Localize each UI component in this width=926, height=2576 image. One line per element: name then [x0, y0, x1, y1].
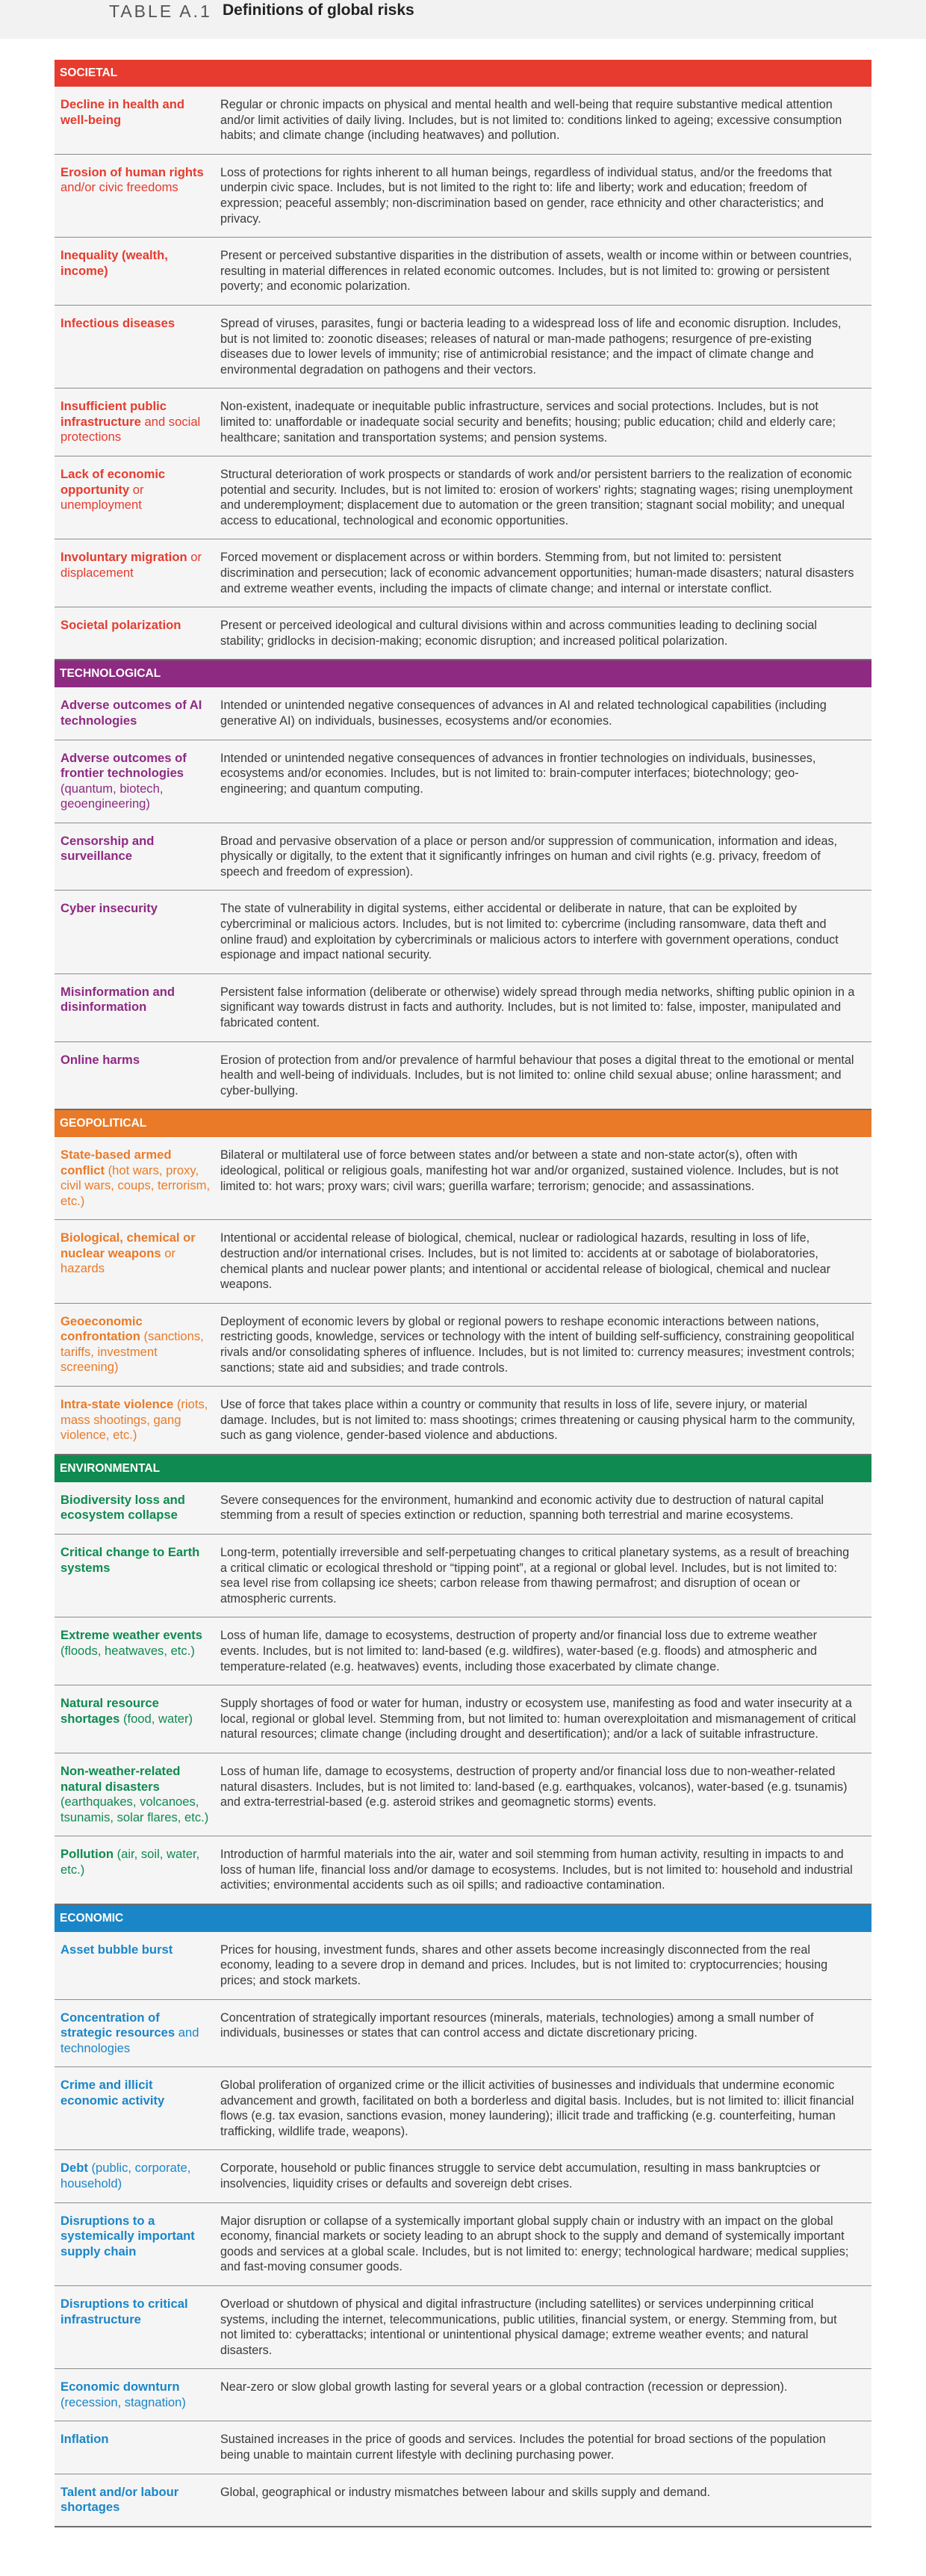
risk-definition: Broad and pervasive observation of a place or person and/or suppression of communication, information and ideas, physically or digitally, to the extent that it significantly infringes on human and civil rights (e.g. privacy, freedom of speech and freedom of expression). — [220, 834, 838, 879]
risk-name-main: Societal polarization — [60, 618, 181, 633]
section-header-geopolitical: GEOPOLITICAL — [55, 1110, 871, 1137]
risk-definition: Supply shortages of food or water for human, industry or ecosystem use, manifesting as food and water insecurity at a local, regional or global level. Stemming from, but not limited to: human overexploitation and mismanagement of critical natural resources; climate change (including drought and desertification); and/or a lack of suitable infrastructure. — [220, 1697, 857, 1741]
risk-name — [55, 901, 213, 962]
risk-row — [55, 1137, 871, 1220]
risk-row — [55, 2286, 871, 2369]
risk-name-main: Talent and/or labour shortages — [60, 2484, 179, 2515]
risk-name-qualifier: (air, soil, water, etc.) — [60, 1847, 200, 1877]
risk-name — [55, 1942, 213, 1989]
risk-name — [55, 2485, 213, 2515]
risk-name — [55, 1148, 213, 1209]
risk-row — [55, 687, 871, 740]
section-header-societal: SOCIETAL — [55, 60, 871, 87]
risk-row — [55, 823, 871, 891]
risk-definition: Global, geographical or industry mismatches between labour and skills supply and demand. — [220, 2485, 710, 2499]
risk-name-main: Misinformation and disinformation — [60, 984, 175, 1015]
risk-name-main: Critical change to Earth systems — [60, 1545, 200, 1575]
risk-name-main: Natural resource shortages — [60, 1696, 159, 1726]
risk-name-qualifier: or unemployment — [60, 482, 144, 513]
risk-name — [55, 2214, 213, 2275]
risk-definition: Regular or chronic impacts on physical and mental health and well-being that require substantive medical attention and/or limit activities of daily living. Includes, but is not limited to: conditions linked to ageing; excessive consumption habits; and climate change (including heatwaves) and pollution. — [220, 98, 842, 143]
table-label: TABLE A.1 — [109, 1, 212, 21]
risk-definition: Concentration of strategically important resources (minerals, materials, technologies) among a small number of individuals, businesses or states that can control access and dictate discretionary pricing. — [220, 2010, 814, 2040]
risk-row — [55, 2421, 871, 2474]
risk-row — [55, 1932, 871, 2000]
risk-definition: Spread of viruses, parasites, fungi or bacteria leading to a widespread loss of life and economic disruption. Includes, but is not limited to: zoonotic diseases; releases of natural or man-made pathogens; resurgence of pre-existing diseases due to lower levels of immunity; rise of antimicrobial resistance; and the impact of climate change and environmental degradation on pathogens and their vectors. — [220, 316, 842, 377]
risk-name — [55, 2010, 213, 2057]
risk-row — [55, 2150, 871, 2202]
risk-name — [55, 1696, 213, 1742]
risk-name-main: Biodiversity loss and ecosystem collapse — [60, 1492, 185, 1523]
risk-name — [55, 618, 213, 648]
risk-row — [55, 306, 871, 388]
risk-name-main: Online harms — [60, 1052, 140, 1067]
risk-row — [55, 1387, 871, 1455]
risk-name — [55, 1628, 213, 1674]
risk-row — [55, 87, 871, 155]
risk-name-main: Biological, chemical or nuclear weapons — [60, 1230, 196, 1260]
risk-name — [55, 97, 213, 143]
section-economic — [55, 1905, 871, 2527]
risk-name-main: Pollution — [60, 1847, 114, 1861]
risk-row — [55, 2474, 871, 2527]
risk-definition: Intended or unintended negative consequences of advances in AI and related technological capabilities (including generative AI) on individuals, businesses, ecosystems and/or economies. — [220, 699, 827, 728]
risk-name-main: Disruptions to critical infrastructure — [60, 2297, 188, 2326]
risk-name — [55, 1847, 213, 1893]
risk-definition: The state of vulnerability in digital systems, either accidental or deliberate in nature, that can be exploited by cybercriminal or malicious actors. Includes, but is not limited to: cybercrime (including ransomware, data theft and online fraud) and exploitation by cybercriminals or malicious actors to interfere with government operations, conduct espionage and impact national security. — [220, 902, 839, 962]
risk-name-qualifier: and/or civic freedoms — [60, 180, 178, 195]
risk-name — [55, 316, 213, 377]
risk-name — [55, 248, 213, 294]
risk-name-qualifier: and technologies — [60, 2025, 199, 2055]
risk-row — [55, 974, 871, 1042]
risk-name-main: Infectious diseases — [60, 315, 175, 330]
risk-definition: Present or perceived substantive disparities in the distribution of assets, wealth or income within or between countries, resulting in material differences in related economic outcomes. Includes, but is not limited to: growing or persistent poverty; and economic polarization. — [220, 249, 852, 294]
risk-name-qualifier: (food, water) — [122, 1711, 193, 1726]
risk-definition: Use of force that takes place within a country or community that results in loss of life, severe injury, or material damage. Includes, but is not limited to: mass shootings; crimes threatening or causing physical harm to the community, such as gang violence, gender-based violence and abductions. — [220, 1398, 855, 1443]
risk-row — [55, 2000, 871, 2068]
risk-row — [55, 1836, 871, 1905]
risk-name-main: Lack of economic opportunity — [60, 467, 166, 497]
risk-row — [55, 155, 871, 238]
risk-row — [55, 1304, 871, 1387]
risk-name — [55, 2078, 213, 2139]
risk-name-main: State-based armed conflict — [60, 1148, 172, 1177]
risk-name — [55, 1314, 213, 1375]
risk-name — [55, 751, 213, 812]
risk-name — [55, 467, 213, 528]
risk-name-qualifier: or displacement — [60, 550, 202, 580]
risk-name — [55, 1545, 213, 1606]
risk-name-main: Non-weather-related natural disasters — [60, 1764, 181, 1794]
risk-definition: Corporate, household or public finances struggle to service debt accumulation, resulting in mass bankruptcies or insolvencies, liquidity crises or defaults and sovereign debt crises. — [220, 2161, 821, 2191]
risk-definition: Sustained increases in the price of goods and services. Includes the potential for broad sections of the population being unable to maintain current lifestyle with declining purchasing power. — [220, 2433, 826, 2462]
risk-name-main: Extreme weather events — [60, 1628, 203, 1643]
risk-definition: Intended or unintended negative consequences of advances in frontier technologies on individuals, businesses, ecosystems and/or economies. Includes, but is not limited to: brain-computer interfaces; biotechnology; geo-engineering; and quantum computing. — [220, 751, 816, 796]
risk-row — [55, 539, 871, 607]
risk-name-qualifier: (sanctions, tariffs, investment screening) — [60, 1329, 204, 1375]
risk-name — [55, 1230, 213, 1292]
risk-definition: Non-existent, inadequate or inequitable public infrastructure, services and social protections. Includes, but is not limited to: unaffordable or inadequate social security and benefits; housing; public education; child and elderly care; healthcare; sanitation and transportation systems; and pension systems. — [220, 400, 836, 445]
risk-name-qualifier: (riots, mass shootings, gang violence, etc.) — [60, 1397, 208, 1443]
risk-name — [55, 2161, 213, 2191]
risk-name-main: Decline in health and well-being — [60, 97, 184, 127]
risk-definition: Erosion of protection from and/or prevalence of harmful behaviour that poses a digital threat to the emotional or mental health and well-being of individuals. Includes, but is not limited to: online child sexual abuse; online harassment; and cyber-bullying. — [220, 1053, 854, 1097]
risk-name — [55, 550, 213, 596]
risk-name-main: Economic downturn — [60, 2380, 180, 2394]
risk-name-main: Adverse outcomes of frontier technologies — [60, 750, 187, 781]
risk-name — [55, 399, 213, 445]
risk-definition: Overload or shutdown of physical and digital infrastructure (including satellites) or services underpinning critical systems, including the internet, telecommunications, public utilities, financial system, or energy. Stemming from, but not limited to: cyberattacks; intentional or unintentional physical damage; extreme weather events; and natural disasters. — [220, 2297, 837, 2357]
risk-name-main: Intra-state violence — [60, 1397, 174, 1412]
risk-name-main: Adverse outcomes of AI technologies — [60, 698, 202, 728]
risk-name-qualifier: (hot wars, proxy, civil wars, coups, terrorism, etc.) — [60, 1162, 211, 1208]
risk-row — [55, 1482, 871, 1535]
risk-row — [55, 456, 871, 539]
section-technological — [55, 660, 871, 1110]
risk-row — [55, 1617, 871, 1685]
risk-name — [55, 985, 213, 1031]
risk-row — [55, 1042, 871, 1111]
risk-name-qualifier: (earthquakes, volcanoes, tsunamis, solar flares, etc.) — [60, 1795, 209, 1824]
risk-name — [55, 2297, 213, 2358]
risk-definition: Structural deterioration of work prospects or standards of work and/or persistent barriers to the realization of economic potential and security. Includes, but is not limited to: erosion of workers' rights; stagnating wages; rising unemployment and underemployment; displacement due to automation or the green transition; stagnant social mobility; and unequal access to educational, technological and economic opportunities. — [220, 468, 853, 527]
risk-name-qualifier: (floods, heatwaves, etc.) — [60, 1643, 195, 1658]
risk-name-qualifier: (public, corporate, household) — [60, 2161, 191, 2190]
risk-row — [55, 1535, 871, 1617]
risk-name — [55, 2432, 213, 2462]
risk-row — [55, 238, 871, 306]
risk-name-main: Asset bubble burst — [60, 1942, 173, 1957]
risk-name — [55, 1493, 213, 1523]
risk-name-qualifier: or hazards — [60, 1245, 176, 1276]
risk-row — [55, 2067, 871, 2150]
risk-definitions-table — [55, 60, 871, 2527]
risk-name-main: Concentration of strategic resources — [60, 2010, 175, 2040]
section-societal — [55, 60, 871, 660]
risk-definition: Bilateral or multilateral use of force between states and/or between a state and non-state actor(s), often with ideological, political or religious goals, manifesting hot war and/or organized, sustained violence. Includes, but is not limited to: hot wars; proxy wars; civil wars; guerilla warfare; terrorism; genocide; and assassinations. — [220, 1148, 839, 1193]
section-header-technological: TECHNOLOGICAL — [55, 660, 871, 687]
risk-definition: Loss of human life, damage to ecosystems, destruction of property and/or financial loss due to non-weather-related natural disasters. Includes, but is not limited to: land-based (e.g. earthquakes, volcanos), water-based (e.g. tsunamis) and extra-terrestrial-based (e.g. asteroid strikes and geomagnetic storms) events. — [220, 1765, 848, 1809]
risk-row — [55, 1220, 871, 1303]
risk-definition: Global proliferation of organized crime or the illicit activities of businesses and individuals that undermine economic advancement and growth, facilitated on both a borderless and digital basis. Includes, but is not limited to: illicit financial flows (e.g. tax evasion, sanctions evasion, money laundering); illicit trade and trafficking (e.g. counterfeiting, human trafficking, wildlife trade, weapons). — [220, 2078, 854, 2138]
risk-definition: Loss of human life, damage to ecosystems, destruction of property and/or financial loss due to extreme weather events. Includes, but is not limited to: land-based (e.g. wildfires), water-based (e.g. floods) and atmospheric and temperature-related (e.g. heatwaves) events, including those exacerbated by climate change. — [220, 1629, 818, 1674]
risk-name-qualifier: and social protections — [60, 414, 201, 445]
risk-name-main: Cyber insecurity — [60, 901, 158, 916]
risk-definition: Intentional or accidental release of biological, chemical, nuclear or radiological hazards, resulting in loss of life, destruction and/or international crises. Includes, but is not limited to: accidents at or sabotage of biolaboratories, chemical plants and nuclear power plants; and intentional or accidental release of biological, chemical and nuclear weapons. — [220, 1231, 831, 1292]
risk-definition: Near-zero or slow global growth lasting for several years or a global contraction (recession or depression). — [220, 2380, 788, 2394]
section-header-environmental: ENVIRONMENTAL — [55, 1455, 871, 1482]
risk-definition: Severe consequences for the environment, humankind and economic activity due to destruction of natural capital stemming from a result of species extinction or reduction, spanning both terrestrial and marine ecosystems. — [220, 1493, 824, 1523]
risk-name — [55, 165, 213, 226]
risk-row — [55, 1753, 871, 1836]
risk-name — [55, 2380, 213, 2410]
risk-row — [55, 2369, 871, 2421]
risk-name — [55, 1397, 213, 1443]
risk-definition: Long-term, potentially irreversible and self-perpetuating changes to critical planetary systems, as a result of breaching a critical climatic or ecological threshold or “tipping point”, at a regional or global level. Includes, but is not limited to: sea level rise from collapsing ice sheets; carbon release from thawing permafrost; and disruption of ocean or atmospheric currents. — [220, 1546, 850, 1606]
risk-name-main: Geoeconomic confrontation — [60, 1313, 143, 1344]
risk-name — [55, 834, 213, 880]
risk-definition: Introduction of harmful materials into the air, water and soil stemming from human activity, resulting in impacts to and loss of human life, financial loss and/or damage to ecosystems. Includes, but is not limited to: household and industrial activities; environmental accidents such as oil spills; and radioactive contamination. — [220, 1848, 853, 1892]
risk-row — [55, 388, 871, 456]
risk-row — [55, 1685, 871, 1753]
page-header — [0, 0, 926, 39]
risk-name-main: Censorship and surveillance — [60, 833, 155, 864]
risk-name — [55, 698, 213, 728]
risk-name-qualifier: (recession, stagnation) — [60, 2394, 186, 2409]
risk-row — [55, 2203, 871, 2286]
risk-name-main: Inequality (wealth, income) — [60, 248, 168, 278]
risk-definition: Prices for housing, investment funds, shares and other assets become increasingly disconnected from the real economy, leading to a severe drop in demand and prices. Includes, but is not limited to: cryptocurrencies; housing prices; and stock markets. — [220, 1942, 828, 1987]
risk-name-main: Insufficient public infrastructure — [60, 399, 167, 429]
risk-row — [55, 891, 871, 973]
risk-name — [55, 1764, 213, 1825]
risk-name-main: Debt — [60, 2161, 88, 2176]
risk-definition: Persistent false information (deliberate or otherwise) widely spread through media networks, shifting public opinion in a significant way towards distrust in facts and authority. Includes, but is not limited to: false, imposter, manipulated and fabricated content. — [220, 985, 855, 1030]
risk-definition: Deployment of economic levers by global or regional powers to reshape economic interactions between nations, restricting goods, knowledge, services or technology with the intent of building self-sufficiency, constraining geopolitical rivals and/or consolidating spheres of influence. Includes, but is not limited to: currency measures; investment controls; sanctions; state aid and subsidies; and trade controls. — [220, 1314, 855, 1375]
section-header-economic: ECONOMIC — [55, 1905, 871, 1932]
risk-definition: Present or perceived ideological and cultural divisions within and across communities leading to declining social stability; gridlocks in decision-making; economic disruption; and increased political polarization. — [220, 619, 818, 648]
section-geopolitical — [55, 1110, 871, 1455]
page-title: Definitions of global risks — [223, 1, 414, 19]
risk-name-qualifier: (quantum, biotech, geoengineering) — [60, 781, 164, 811]
risk-name — [55, 1053, 213, 1099]
risk-name-main: Inflation — [60, 2432, 109, 2447]
risk-row — [55, 607, 871, 660]
risk-row — [55, 740, 871, 823]
risk-name-main: Disruptions to a systemically important supply chain — [60, 2213, 195, 2258]
risk-name-main: Erosion of human rights — [60, 164, 204, 179]
section-environmental — [55, 1455, 871, 1905]
risk-definition: Forced movement or displacement across or within borders. Stemming from, but not limited to: persistent discrimination and persecution; lack of economic advancement opportunities; human-made disasters; natural disasters and extreme weather events, including the impacts of climate change; and internal or interstate conflict. — [220, 551, 854, 595]
risk-definition: Loss of protections for rights inherent to all human beings, regardless of individual status, and/or the freedoms that underpin civic space. Includes, but is not limited to the right to: life and liberty; work and education; freedom of expression; peaceful assembly; non-discrimination based on gender, race ethnicity and other characteristics; and privacy. — [220, 165, 832, 226]
risk-definition: Major disruption or collapse of a systemically important global supply chain or industry with an impact on the global economy, financial markets or society leading to an abrupt shock to the supply and demand of systemically important goods and services at a global scale. Includes, but is not limited to: energy; technological hardware; medical supplies; and fast-moving consumer goods. — [220, 2214, 849, 2274]
risk-name-main: Crime and illicit economic activity — [60, 2078, 165, 2108]
risk-name-main: Involuntary migration — [60, 550, 187, 565]
